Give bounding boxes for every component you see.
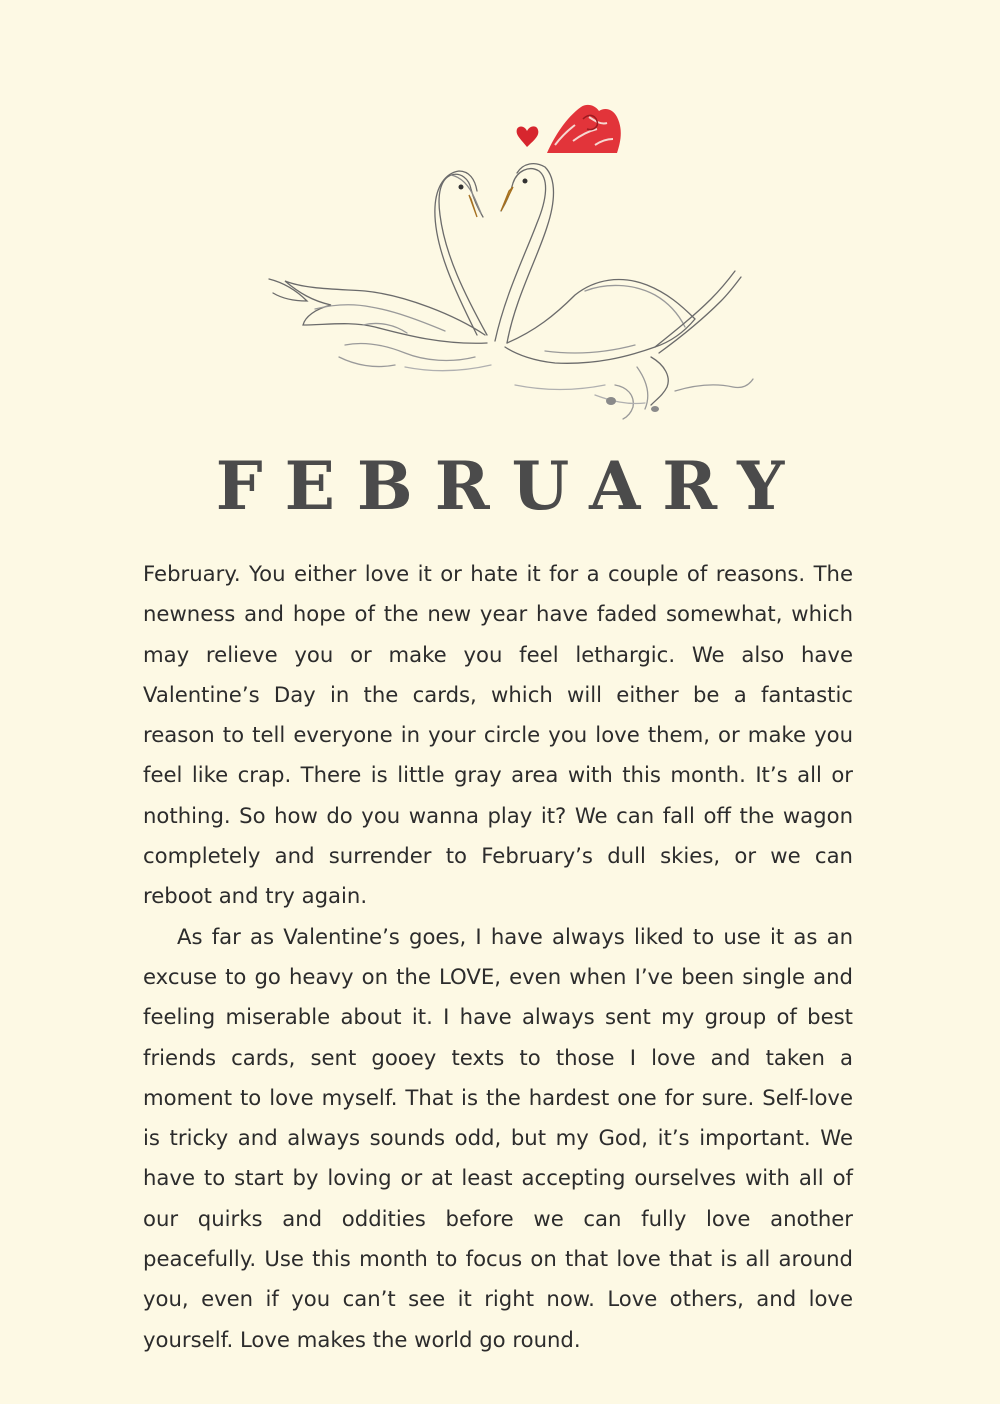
body-text [143,554,853,1360]
page-title: FEBRUARY [215,447,807,525]
large-patterned-heart-icon [547,105,621,153]
swans-hearts-illustration [255,95,765,425]
small-heart-icon [517,126,539,147]
paragraph-2: As far as Valentine’s goes, I have always liked to use it as an excuse to go heavy on the LOVE, even when I’ve been single and feeling miserable about it. I have always sent my group of best friends cards, sent gooey texts to those I love and taken a moment to love myself. That is the hardest one for sure. Self-love is tricky and always sounds odd, but my God, it’s important. We have to start by loving or at least accepting ourselves with all of our quirks and oddities before we can fully love another peacefully. Use this month to focus on that love that is all around you, even if you can’t see it right now. Love others, and love yourself. Love makes the world go round. [143,923,853,1352]
paragraph-1: February. You either love it or hate it for a couple of reasons. The newness and hope of the new year have faded somewhat, which may relieve you or make you feel lethargic. We also have Valentine’s Day in the cards, which will either be a fantastic reason to tell everyone in your circle you love them, or make you feel like crap. There is little gray area with this month. It’s all or nothing. So how do you wanna play it? We can fall off the wagon completely and surrender to February’s dull skies, or we can reboot and try again. [143,561,853,909]
